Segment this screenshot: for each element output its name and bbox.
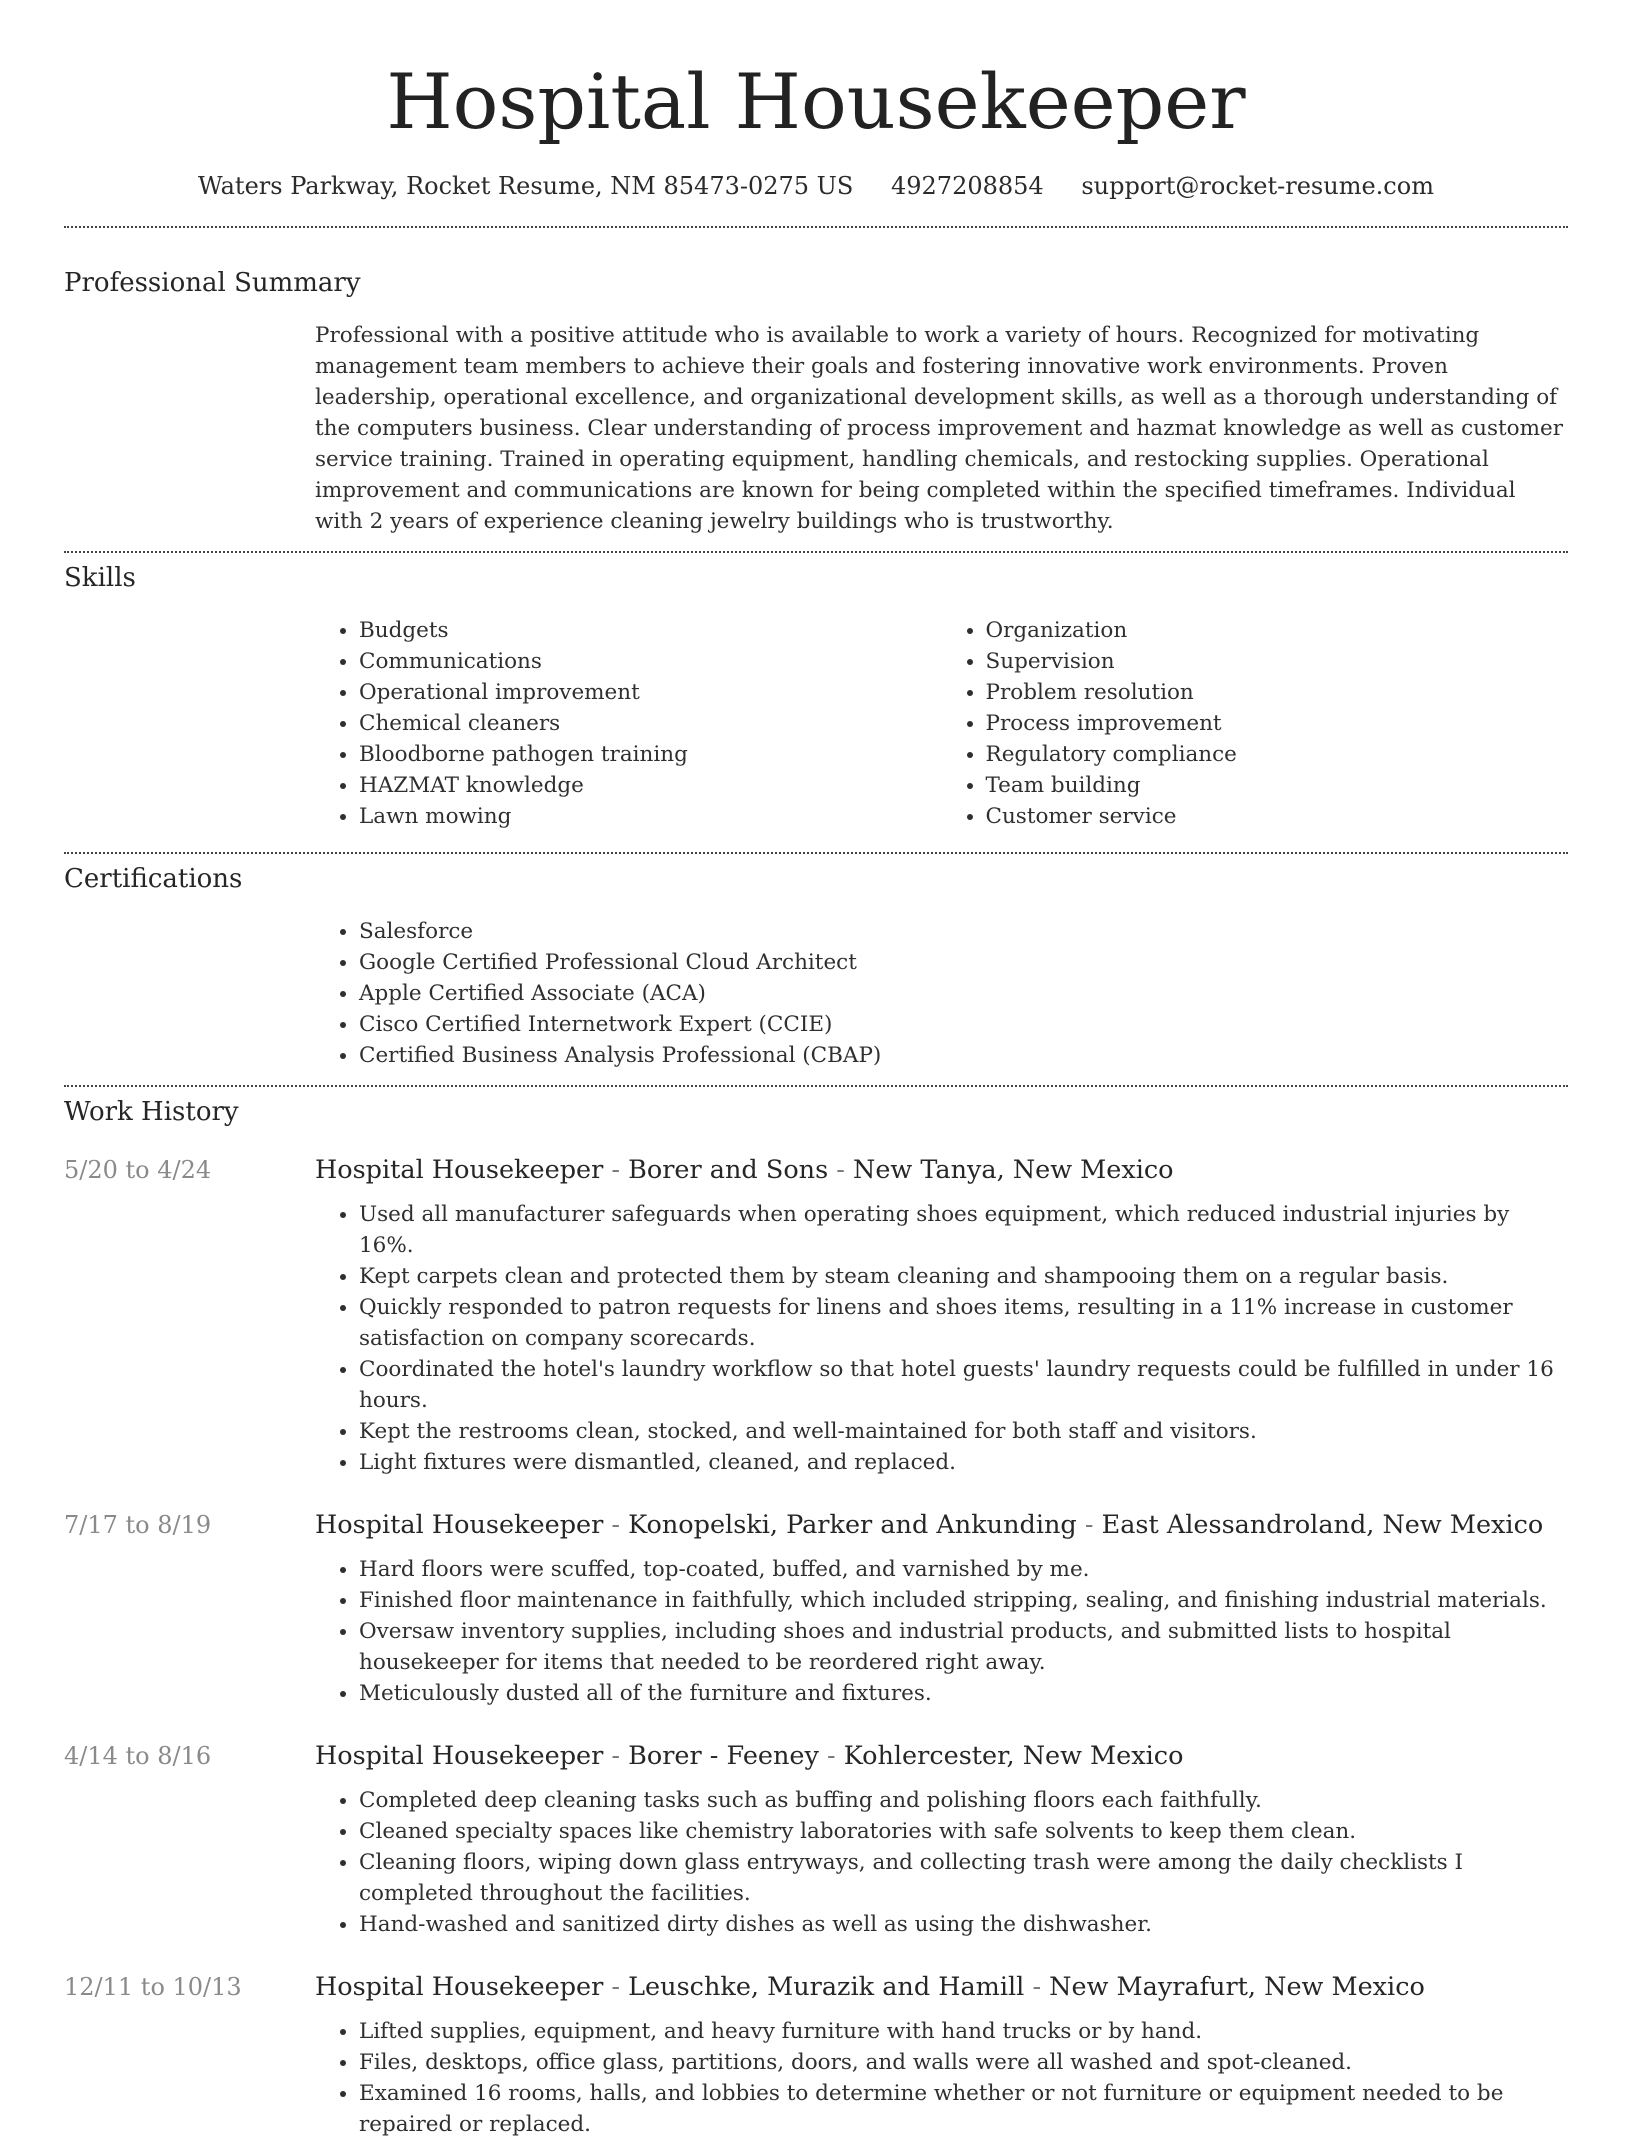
- divider: [64, 551, 1568, 553]
- contact-email: support@rocket-resume.com: [1081, 172, 1434, 200]
- job-company: Leuschke, Murazik and Hamill: [628, 1972, 1025, 2002]
- skill-item: • Process improvement: [986, 708, 1569, 739]
- certification-item: • Apple Certified Associate (ACA): [359, 978, 881, 1009]
- job-location: New Mayrafurt, New Mexico: [1049, 1972, 1425, 2002]
- skill-item: • HAZMAT knowledge: [359, 770, 942, 801]
- skill-item: • Regulatory compliance: [986, 739, 1569, 770]
- job-dates: 12/11 to 10/13: [64, 1973, 242, 2001]
- job-entry: [64, 1970, 1568, 2140]
- job-location: Kohlercester, New Mexico: [843, 1741, 1184, 1771]
- job-entry: [64, 1739, 1568, 1940]
- section-title-skills: Skills: [64, 563, 136, 593]
- certifications-block: [315, 916, 1568, 1071]
- certification-item: • Google Certified Professional Cloud Architect: [359, 947, 881, 978]
- job-bullet: • Lifted supplies, equipment, and heavy furniture with hand trucks or by hand.: [359, 2016, 1568, 2047]
- candidate-name: Hospital Housekeeper: [386, 57, 1246, 146]
- skills-list-left: [315, 615, 942, 832]
- job-bullet: • Light fixtures were dismantled, cleaned, and replaced.: [359, 1447, 1568, 1478]
- skill-item: • Problem resolution: [986, 677, 1569, 708]
- job-bullet: • Hard floors were scuffed, top-coated, buffed, and varnished by me.: [359, 1554, 1568, 1585]
- skills-columns: [315, 615, 1568, 832]
- divider: [64, 1085, 1568, 1087]
- job-title: Hospital Housekeeper - Leuschke, Murazik and Hamill - New Mayrafurt, New Mexico: [315, 1972, 1425, 2002]
- job-bullets: [315, 1554, 1568, 1709]
- skill-item: • Team building: [986, 770, 1569, 801]
- job-bullet: • Cleaned specialty spaces like chemistry laboratories with safe solvents to keep them clean.: [359, 1816, 1568, 1847]
- job-bullet: • Files, desktops, office glass, partitions, doors, and walls were all washed and spot-cleaned.: [359, 2047, 1568, 2078]
- skill-item: • Supervision: [986, 646, 1569, 677]
- skill-item: • Budgets: [359, 615, 942, 646]
- job-entry: [64, 1508, 1568, 1709]
- job-entry: [64, 1153, 1568, 1478]
- job-title: Hospital Housekeeper - Konopelski, Parker and Ankunding - East Alessandroland, New Mexico: [315, 1510, 1544, 1540]
- job-bullet: • Hand-washed and sanitized dirty dishes as well as using the dishwasher.: [359, 1909, 1568, 1940]
- job-role: Hospital Housekeeper: [315, 1155, 604, 1185]
- skill-item: • Operational improvement: [359, 677, 942, 708]
- divider: [64, 226, 1568, 228]
- job-role: Hospital Housekeeper: [315, 1510, 604, 1540]
- job-bullet: • Kept the restrooms clean, stocked, and well-maintained for both staff and visitors.: [359, 1416, 1568, 1447]
- job-bullets: [315, 1199, 1568, 1478]
- job-bullet: • Cleaning floors, wiping down glass entryways, and collecting trash were among the daily checklists I completed throughout the facilities.: [359, 1847, 1568, 1909]
- skill-item: • Bloodborne pathogen training: [359, 739, 942, 770]
- contact-address: Waters Parkway, Rocket Resume, NM 85473-0275 US: [198, 172, 854, 200]
- job-role: Hospital Housekeeper: [315, 1972, 604, 2002]
- contact-line: [64, 172, 1568, 200]
- divider: [64, 852, 1568, 854]
- job-bullet: • Meticulously dusted all of the furniture and fixtures.: [359, 1678, 1568, 1709]
- job-bullets: [315, 1785, 1568, 1940]
- job-bullet: • Quickly responded to patron requests for linens and shoes items, resulting in a 11% increase in customer satisfaction on company scorecards.: [359, 1292, 1568, 1354]
- skill-item: • Customer service: [986, 801, 1569, 832]
- contact-phone: 4927208854: [890, 172, 1044, 200]
- job-company: Borer - Feeney: [628, 1741, 819, 1771]
- job-bullet: • Kept carpets clean and protected them by steam cleaning and shampooing them on a regular basis.: [359, 1261, 1568, 1292]
- certification-item: • Salesforce: [359, 916, 881, 947]
- job-bullet: • Coordinated the hotel's laundry workflow so that hotel guests' laundry requests could be fulfilled in under 16 hours.: [359, 1354, 1568, 1416]
- job-bullet: • Finished floor maintenance in faithfully, which included stripping, sealing, and finishing industrial materials.: [359, 1585, 1568, 1616]
- job-location: New Tanya, New Mexico: [853, 1155, 1174, 1185]
- section-title-certifications: Certifications: [64, 864, 243, 894]
- section-title-summary: Professional Summary: [64, 268, 361, 298]
- job-bullet: • Completed deep cleaning tasks such as buffing and polishing floors each faithfully.: [359, 1785, 1568, 1816]
- certification-item: • Cisco Certified Internetwork Expert (CCIE): [359, 1009, 881, 1040]
- job-bullet: • Examined 16 rooms, halls, and lobbies to determine whether or not furniture or equipment needed to be repaired or replaced.: [359, 2078, 1568, 2140]
- certification-item: • Certified Business Analysis Professional (CBAP): [359, 1040, 881, 1071]
- job-dates: 5/20 to 4/24: [64, 1156, 212, 1184]
- skill-item: • Organization: [986, 615, 1569, 646]
- job-dates: 4/14 to 8/16: [64, 1742, 212, 1770]
- job-bullets: [315, 2016, 1568, 2140]
- skills-list-right: [942, 615, 1569, 832]
- skill-item: • Communications: [359, 646, 942, 677]
- job-title: Hospital Housekeeper - Borer - Feeney - Kohlercester, New Mexico: [315, 1741, 1184, 1771]
- job-dates: 7/17 to 8/19: [64, 1511, 212, 1539]
- skill-item: • Lawn mowing: [359, 801, 942, 832]
- job-company: Borer and Sons: [628, 1155, 829, 1185]
- job-company: Konopelski, Parker and Ankunding: [628, 1510, 1077, 1540]
- section-title-work-history: Work History: [64, 1097, 239, 1127]
- skill-item: • Chemical cleaners: [359, 708, 942, 739]
- certifications-list: [315, 916, 881, 1071]
- job-bullet: • Used all manufacturer safeguards when operating shoes equipment, which reduced industrial injuries by 16%.: [359, 1199, 1568, 1261]
- summary-text: Professional with a positive attitude who is available to work a variety of hours. Recognized for motivating management team members to achieve their goals and fostering innovative work environments. Proven leadership, operational excellence, and organizational development skills, as well as a thorough understanding of the computers business. Clear understanding of process improvement and hazmat knowledge as well as customer service training. Trained in operating equipment, handling chemicals, and restocking supplies. Operational improvement and communications are known for being completed within the specified timeframes. Individual with 2 years of experience cleaning jewelry buildings who is trustworthy.: [315, 323, 1563, 534]
- job-role: Hospital Housekeeper: [315, 1741, 604, 1771]
- job-bullet: • Oversaw inventory supplies, including shoes and industrial products, and submitted lists to hospital housekeeper for items that needed to be reordered right away.: [359, 1616, 1568, 1678]
- job-title: Hospital Housekeeper - Borer and Sons - New Tanya, New Mexico: [315, 1155, 1174, 1185]
- job-location: East Alessandroland, New Mexico: [1101, 1510, 1544, 1540]
